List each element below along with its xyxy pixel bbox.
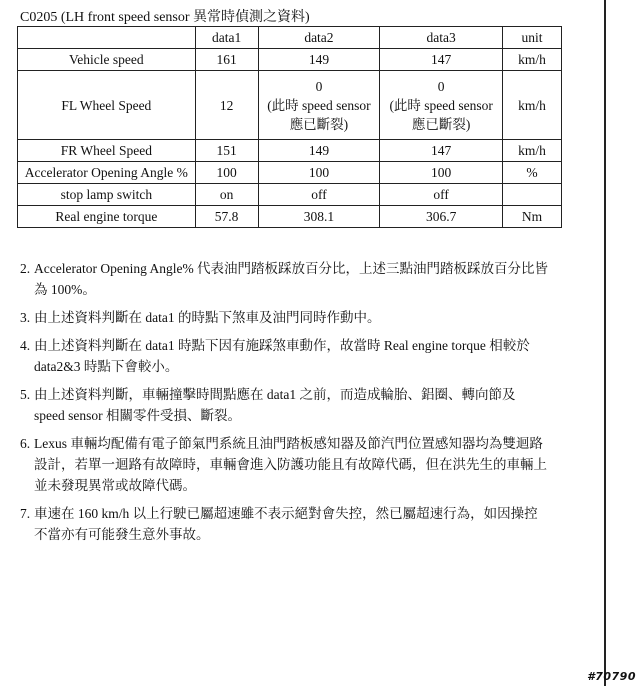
note-number: 4. xyxy=(20,338,31,353)
note-number: 5. xyxy=(20,387,31,402)
note-text xyxy=(34,384,585,426)
note-text xyxy=(34,503,585,545)
list-item xyxy=(20,384,585,426)
note-line: Accelerator Opening Angle% 代表油門踏板踩放百分比，上述三點油門踏板踩放百分比皆 xyxy=(34,261,549,276)
note-line: speed sensor 相關零件受損、斷裂。 xyxy=(34,408,241,423)
row-label: Real engine torque xyxy=(18,206,196,228)
note-line: data2&3 時點下會較小。 xyxy=(34,359,179,374)
data1-cell: 151 xyxy=(195,140,258,162)
data2-cell: 149 xyxy=(258,140,380,162)
note-line: 不當亦有可能發生意外事故。 xyxy=(34,527,210,542)
note-number: 6. xyxy=(20,436,31,451)
data1-cell: 100 xyxy=(195,162,258,184)
note-line: 由上述資料判斷在 data1 的時點下煞車及油門同時作動中。 xyxy=(34,310,381,325)
page-title: C0205 (LH front speed sensor 異常時偵測之資料) xyxy=(20,10,310,25)
note-line: 設計，若單一迴路有故障時，車輛會進入防護功能且有故障代碼，但在洪先生的車輛上 xyxy=(34,457,547,472)
data1-cell: 57.8 xyxy=(195,206,258,228)
row-label: FR Wheel Speed xyxy=(18,140,196,162)
header-cell: unit xyxy=(503,27,562,49)
data2-cell xyxy=(258,71,380,140)
data1-cell: 161 xyxy=(195,49,258,71)
table-row xyxy=(18,206,562,228)
unit-cell: % xyxy=(503,162,562,184)
list-item xyxy=(20,335,585,377)
unit-cell xyxy=(503,184,562,206)
sensor-data-table xyxy=(17,26,562,228)
header-cell: data2 xyxy=(258,27,380,49)
note-number: 3. xyxy=(20,310,31,325)
data1-cell: on xyxy=(195,184,258,206)
data3-cell: 147 xyxy=(380,49,503,71)
data3-cell: off xyxy=(380,184,503,206)
note-text xyxy=(34,433,585,496)
cell-line: 應已斷裂) xyxy=(289,116,349,132)
header-cell: data3 xyxy=(380,27,503,49)
cell-line: 應已斷裂) xyxy=(411,116,471,132)
note-line: 車速在 160 km/h 以上行駛已屬超速雖不表示絕對會失控，然已屬超速行為，如因操控 xyxy=(34,506,538,521)
list-item xyxy=(20,307,585,328)
data2-cell: 149 xyxy=(258,49,380,71)
notes-list xyxy=(20,258,585,552)
note-line: 為 100%。 xyxy=(34,282,96,297)
header-cell xyxy=(18,27,196,49)
unit-cell: km/h xyxy=(503,140,562,162)
note-text xyxy=(34,307,585,328)
data2-cell: 308.1 xyxy=(258,206,380,228)
unit-cell: Nm xyxy=(503,206,562,228)
data3-cell: 147 xyxy=(380,140,503,162)
note-text xyxy=(34,335,585,377)
cell-line: 0 xyxy=(315,78,323,94)
note-line: 並未發現異常或故障代碼。 xyxy=(34,478,196,493)
cell-line: 0 xyxy=(437,78,445,94)
table-row xyxy=(18,162,562,184)
note-line: 由上述資料判斷，車輛撞擊時間點應在 data1 之前，而造成輪胎、鋁圈、轉向節及 xyxy=(34,387,516,402)
data2-cell: 100 xyxy=(258,162,380,184)
row-label: stop lamp switch xyxy=(18,184,196,206)
note-line: Lexus 車輛均配備有電子節氣門系統且油門踏板感知器及節汽門位置感知器均為雙迴路 xyxy=(34,436,543,451)
data3-cell: 100 xyxy=(380,162,503,184)
list-item xyxy=(20,503,585,545)
row-label: FL Wheel Speed xyxy=(18,71,196,140)
cell-line: (此時 speed sensor xyxy=(267,97,371,113)
table-row xyxy=(18,184,562,206)
data3-cell xyxy=(380,71,503,140)
data3-cell: 306.7 xyxy=(380,206,503,228)
data2-cell: off xyxy=(258,184,380,206)
page-edge-line xyxy=(604,0,606,686)
list-item xyxy=(20,258,585,300)
row-label: Accelerator Opening Angle % xyxy=(18,162,196,184)
table-row xyxy=(18,140,562,162)
unit-cell: km/h xyxy=(503,71,562,140)
note-line: 由上述資料判斷在 data1 時點下因有施踩煞車動作，故當時 Real engine torque 相較於 xyxy=(34,338,530,353)
table-header-row xyxy=(18,27,562,49)
list-item xyxy=(20,433,585,496)
table-row xyxy=(18,71,562,140)
note-text xyxy=(34,258,585,300)
row-label: Vehicle speed xyxy=(18,49,196,71)
cell-line: (此時 speed sensor xyxy=(389,97,493,113)
table-row xyxy=(18,49,562,71)
watermark: #70790 xyxy=(587,670,636,683)
header-cell: data1 xyxy=(195,27,258,49)
unit-cell: km/h xyxy=(503,49,562,71)
note-number: 2. xyxy=(20,261,31,276)
data1-cell: 12 xyxy=(195,71,258,140)
note-number: 7. xyxy=(20,506,31,521)
